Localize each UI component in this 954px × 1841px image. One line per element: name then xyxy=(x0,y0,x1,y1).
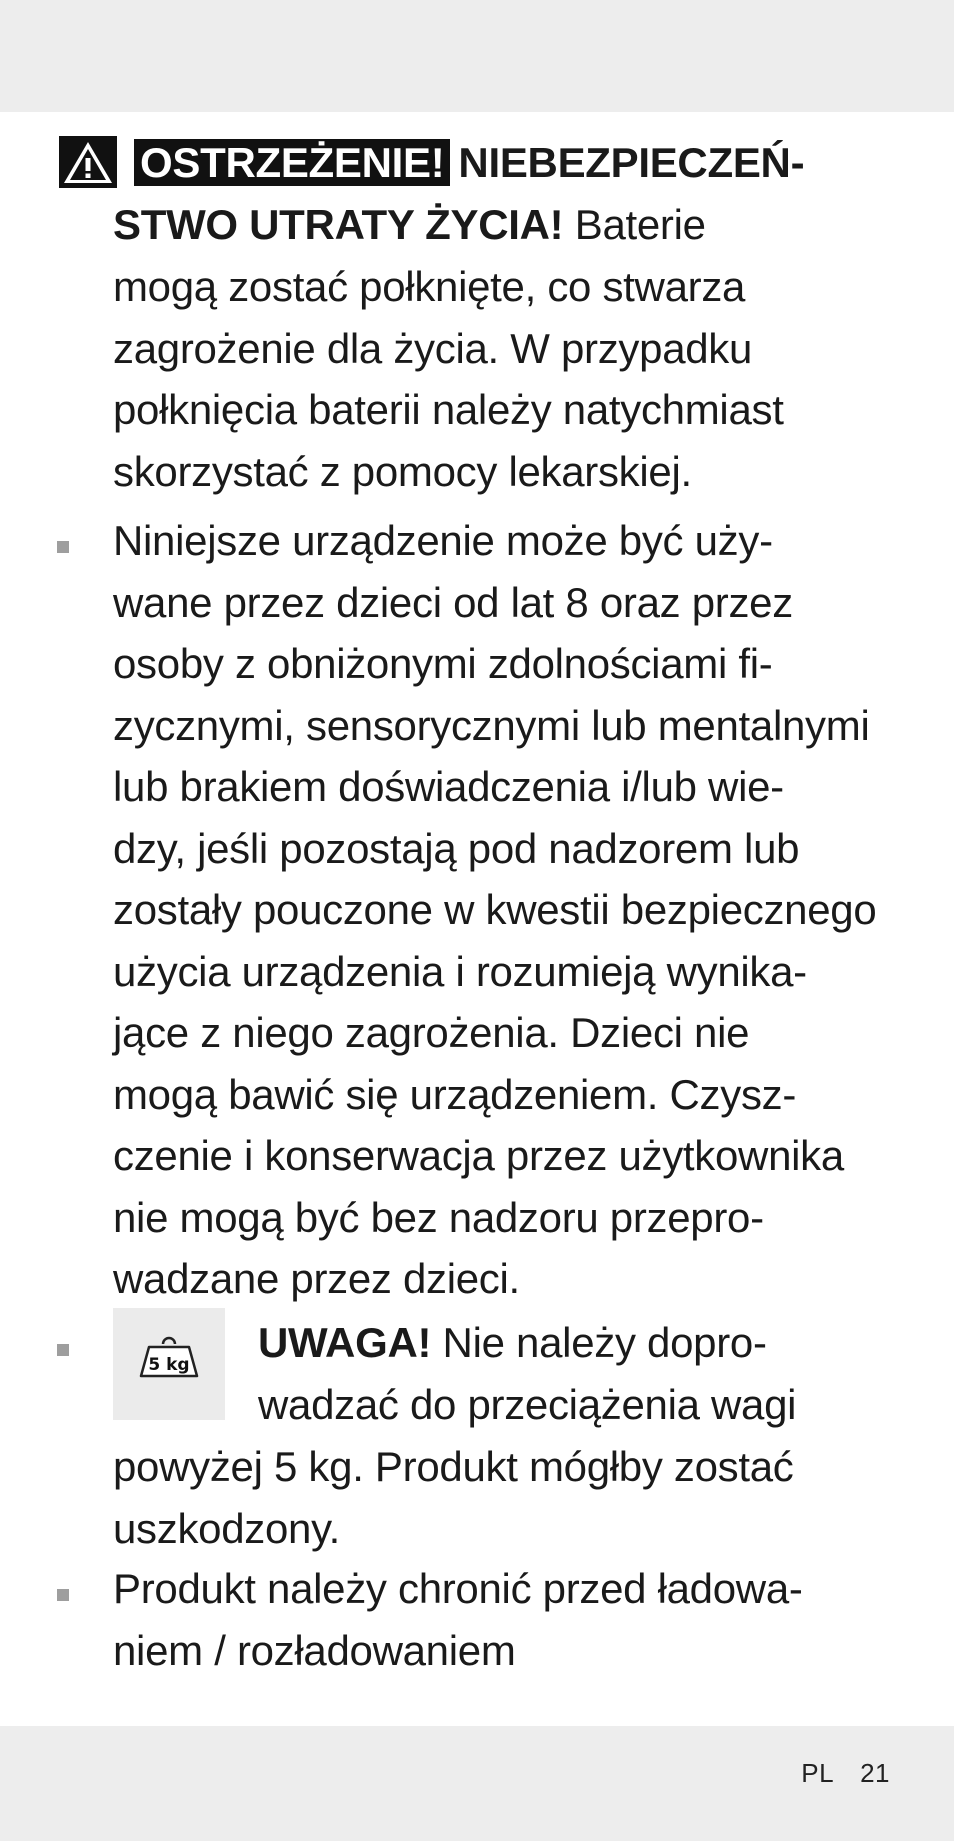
bullet1-line: lub brakiem doświadczenia i/lub wie- xyxy=(113,763,784,810)
weight-icon-label: 5 kg xyxy=(148,1355,190,1375)
bullet1-line: czenie i konserwacja przez użytkownika xyxy=(113,1132,844,1179)
language-code: PL xyxy=(801,1758,835,1788)
bullet1-line: osoby z obniżonymi zdolnościami fi- xyxy=(113,640,773,687)
bullet-marker xyxy=(57,1589,69,1601)
bullet1-line: zycznymi, sensorycznymi lub mentalnymi xyxy=(113,701,870,749)
warning-text-line: połknięcia baterii należy natychmiast xyxy=(113,386,784,433)
bullet1-line: jące z niego zagrożenia. Dzieci nie xyxy=(113,1009,750,1056)
warning-text-line: skorzystać z pomocy lekarskiej. xyxy=(113,447,692,495)
bullet3-line: Produkt należy chronić przed ładowa- xyxy=(113,1565,803,1612)
bullet3-text xyxy=(113,1558,803,1681)
warning-heading-part1: NIEBEZPIECZEŃ- xyxy=(458,139,805,186)
bullet1-line: zostały pouczone w kwestii bezpiecznego xyxy=(113,886,877,933)
bullet2-line1-rest: Nie należy dopro- xyxy=(431,1319,767,1366)
weight-5kg-icon xyxy=(113,1308,225,1420)
bullet2-line: powyżej 5 kg. Produkt mógłby zostać xyxy=(113,1443,794,1490)
warning-triangle-icon xyxy=(59,136,117,188)
warning-heading-part2: STWO UTRATY ŻYCIA! xyxy=(113,201,564,248)
warning-heading-line xyxy=(134,132,804,194)
bullet1-line: mogą bawić się urządzeniem. Czysz- xyxy=(113,1070,797,1118)
warning-line-2 xyxy=(113,194,706,256)
bullet-marker xyxy=(57,1344,69,1356)
top-band xyxy=(0,0,954,112)
warning-badge: OSTRZEŻENIE! xyxy=(134,139,450,186)
bullet1-line: Niniejsze urządzenie może być uży- xyxy=(113,517,773,564)
warning-text-line: zagrożenie dla życia. W przypadku xyxy=(113,324,753,372)
page-number: 21 xyxy=(860,1758,890,1788)
bullet2-line: wadzać do przeciążenia wagi xyxy=(258,1381,797,1428)
warning-line-2-rest: Baterie xyxy=(563,201,706,248)
warning-body xyxy=(113,256,784,502)
bullet2-line xyxy=(258,1374,796,1436)
bullet3-line: niem / rozładowaniem xyxy=(113,1626,516,1674)
bullet1-line: dzy, jeśli pozostają pod nadzorem lub xyxy=(113,824,800,872)
bullet2-rest xyxy=(113,1436,794,1559)
bullet2-line: uszkodzony. xyxy=(113,1504,341,1552)
bullet2-first-line xyxy=(258,1312,767,1374)
bullet1-text xyxy=(113,510,876,1310)
warning-text-line: mogą zostać połknięte, co stwarza xyxy=(113,263,746,310)
bullet1-line: wadzane przez dzieci. xyxy=(113,1255,520,1302)
bullet1-line: nie mogą być bez nadzoru przepro- xyxy=(113,1193,764,1241)
bullet1-line: wane przez dzieci od lat 8 oraz przez xyxy=(113,578,793,626)
page-footer xyxy=(801,1758,890,1789)
bullet1-line: użycia urządzenia i rozumieją wynika- xyxy=(113,947,807,995)
uwaga-heading: UWAGA! xyxy=(258,1319,432,1366)
bullet-marker xyxy=(57,541,69,553)
